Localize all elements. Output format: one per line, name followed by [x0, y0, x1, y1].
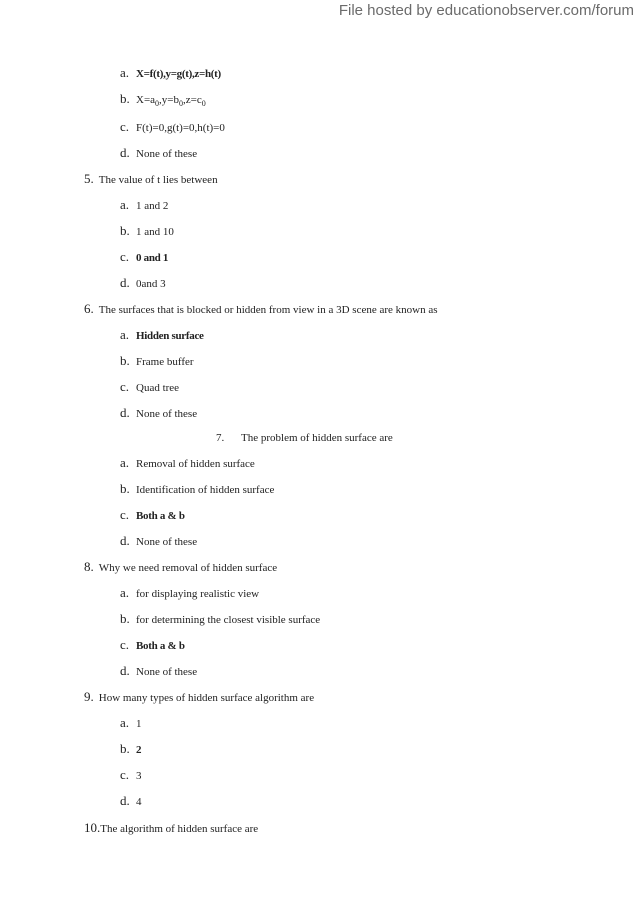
question-text: The value of t lies between	[98, 174, 218, 186]
option-text: 1 and 10	[136, 226, 174, 238]
option-text: F(t)=0,g(t)=0,h(t)=0	[136, 122, 225, 134]
question-5	[84, 172, 218, 187]
q6-option-d	[120, 406, 197, 421]
q6-option-a	[120, 328, 204, 343]
option-marker: a.	[120, 455, 130, 470]
option-text-answer: 2	[136, 744, 142, 756]
option-marker: b.	[120, 353, 130, 368]
question-text: Why we need removal of hidden surface	[98, 562, 278, 574]
option-marker: b.	[120, 91, 130, 106]
q8-option-a	[120, 586, 259, 601]
option-marker: a.	[120, 65, 130, 80]
q4-option-c	[120, 120, 225, 135]
q9-option-b	[120, 742, 141, 757]
option-marker: a.	[120, 715, 130, 730]
option-marker: b.	[120, 741, 130, 756]
question-number: 8.	[84, 559, 94, 574]
option-marker: a.	[120, 585, 130, 600]
option-text: None of these	[136, 148, 198, 160]
question-number: 10.	[84, 820, 101, 835]
option-marker: a.	[120, 327, 130, 342]
option-text: Identification of hidden surface	[136, 484, 275, 496]
question-text: The problem of hidden surface are	[241, 432, 393, 444]
q7-option-a	[120, 456, 255, 471]
question-text: The algorithm of hidden surface are	[100, 823, 259, 835]
option-text: for displaying realistic view	[136, 588, 260, 600]
q8-option-b	[120, 612, 320, 627]
option-text: Frame buffer	[136, 356, 194, 368]
option-marker: b.	[120, 481, 130, 496]
question-7	[216, 431, 393, 445]
q7-option-c	[120, 508, 185, 523]
q4-option-b	[120, 92, 206, 107]
q9-option-d	[120, 794, 142, 809]
option-text: None of these	[136, 408, 198, 420]
option-marker: d.	[120, 405, 130, 420]
question-number: 6.	[84, 301, 94, 316]
q6-option-b	[120, 354, 194, 369]
option-marker: d.	[120, 145, 130, 160]
option-text-answer: Both a & b	[136, 640, 185, 652]
option-marker: c.	[120, 379, 130, 394]
q7-option-d	[120, 534, 197, 549]
question-10	[84, 821, 258, 836]
q9-option-a	[120, 716, 142, 731]
q4-option-a	[120, 66, 221, 81]
q6-option-c	[120, 380, 179, 395]
option-text: 3	[136, 770, 142, 782]
option-text: for determining the closest visible surface	[136, 614, 321, 626]
q5-option-c	[120, 250, 168, 265]
option-marker: c.	[120, 249, 130, 264]
option-marker: c.	[120, 119, 130, 134]
option-marker: b.	[120, 611, 130, 626]
option-text: $X=a_0,y=b_0,z=c_0$	[136, 94, 206, 108]
option-text-answer: X=f(t),y=g(t),z=h(t)	[136, 68, 221, 80]
option-text: 0and 3	[136, 278, 166, 290]
option-text: Removal of hidden surface	[136, 458, 255, 470]
option-text-answer: 0 and 1	[136, 252, 169, 264]
option-marker: c.	[120, 507, 130, 522]
option-text-answer: Both a & b	[136, 510, 185, 522]
q8-option-c	[120, 638, 185, 653]
option-marker: a.	[120, 197, 130, 212]
option-marker: c.	[120, 637, 130, 652]
option-marker: d.	[120, 533, 130, 548]
q7-option-b	[120, 482, 274, 497]
q5-option-a	[120, 198, 168, 213]
q4-option-d	[120, 146, 197, 161]
option-marker: d.	[120, 275, 130, 290]
question-number: 7.	[216, 432, 225, 444]
option-marker: c.	[120, 767, 130, 782]
question-9	[84, 690, 314, 705]
option-text: 1	[136, 718, 142, 730]
option-marker: b.	[120, 223, 130, 238]
option-text: Quad tree	[136, 382, 180, 394]
q5-option-b	[120, 224, 174, 239]
option-marker: d.	[120, 793, 130, 808]
option-text: 1 and 2	[136, 200, 169, 212]
question-number: 5.	[84, 171, 94, 186]
question-number: 9.	[84, 689, 94, 704]
option-text: None of these	[136, 666, 198, 678]
watermark-text: File hosted by educationobserver.com/forum	[338, 2, 634, 19]
option-text: 4	[136, 796, 142, 808]
question-8	[84, 560, 277, 575]
option-text-answer: Hidden surface	[136, 330, 204, 342]
question-text: The surfaces that is blocked or hidden from view in a 3D scene are known as	[98, 304, 438, 316]
q8-option-d	[120, 664, 197, 679]
q5-option-d	[120, 276, 166, 291]
option-marker: d.	[120, 663, 130, 678]
question-6	[84, 302, 438, 317]
q9-option-c	[120, 768, 142, 783]
question-text: How many types of hidden surface algorithm are	[98, 692, 315, 704]
option-text: None of these	[136, 536, 198, 548]
